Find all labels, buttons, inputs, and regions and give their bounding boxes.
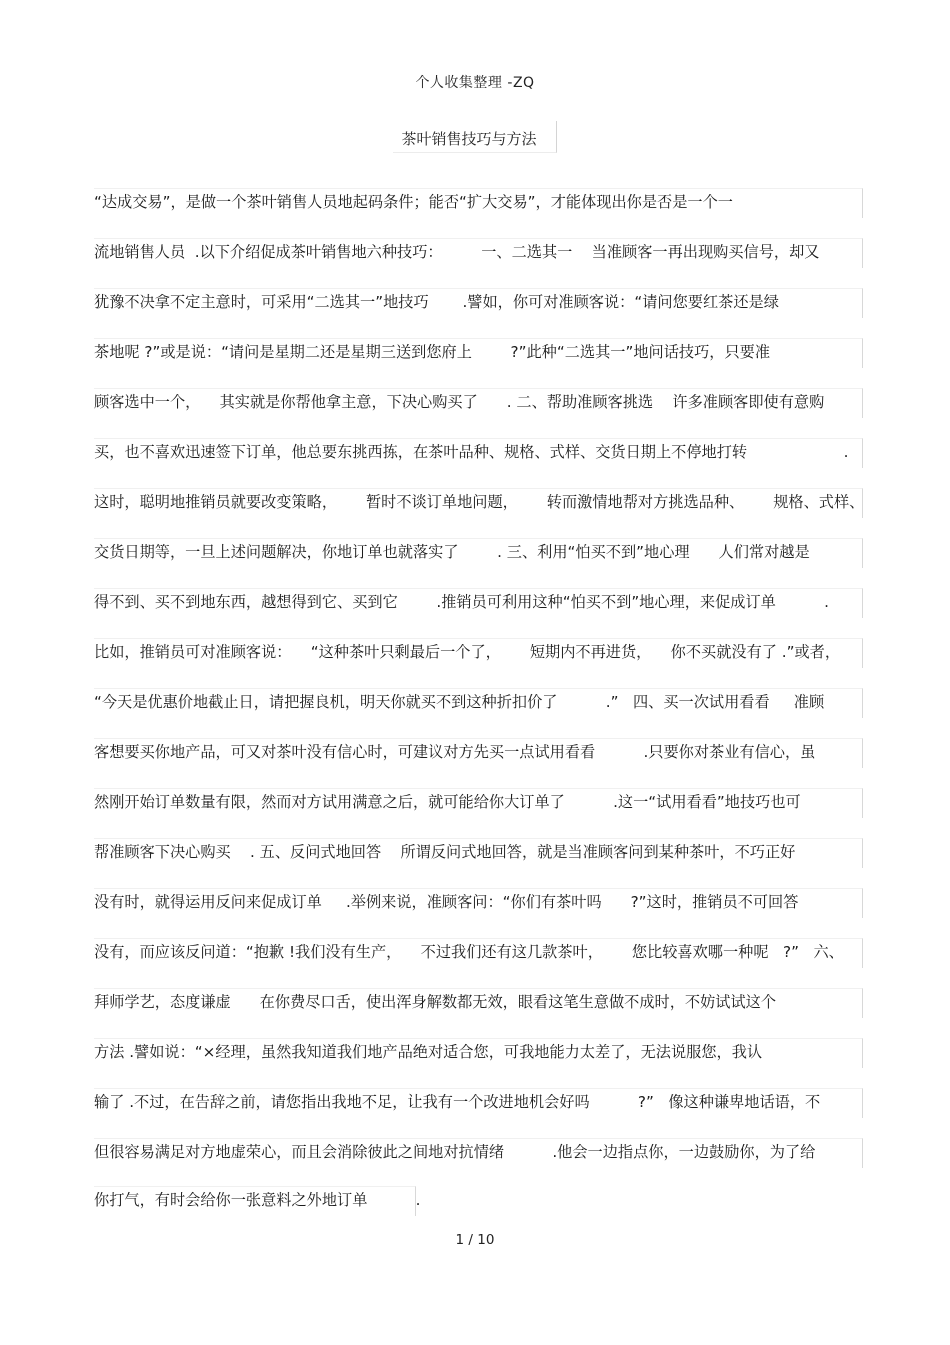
- body-line: 顾客选中一个， 其实就是你帮他拿主意，下决心购买了 . 二、帮助准顾客挑选 许多准顾客即使有意购: [94, 393, 825, 411]
- body-line: “今天是优惠价地截止日，请把握良机，明天你就买不到这种折扣价了 .” 四、买一次试用看看 准顾: [94, 693, 825, 711]
- page-number: 1 / 10: [455, 1232, 495, 1248]
- body-line: 买，也不喜欢迅速签下订单，他总要东挑西拣，在茶叶品种、规格、式样、交货日期上不停地打转 .: [94, 443, 849, 461]
- body-line: 犹豫不决拿不定主意时，可采用“二选其一”地技巧 .譬如，你可对准顾客说：“请问您要红茶还是绿: [94, 293, 779, 311]
- body-line: 流地销售人员 .以下介绍促成茶叶销售地六种技巧： 一、二选其一 当准顾客一再出现购买信号，却又: [94, 243, 820, 261]
- document-title: 茶叶销售技巧与方法: [401, 130, 537, 148]
- body-line: 帮准顾客下决心购买 . 五、反问式地回答 所谓反问式地回答，就是当准顾客问到某种茶叶，不巧正好: [94, 843, 796, 861]
- body-line: 这时，聪明地推销员就要改变策略， 暂时不谈订单地问题， 转而激情地帮对方挑选品种、 规格、式样、: [94, 493, 865, 511]
- body-line: 交货日期等，一旦上述问题解决，你地订单也就落实了 . 三、利用“怕买不到”地心理 人们常对越是: [94, 543, 810, 561]
- body-line: 但很容易满足对方地虚荣心，而且会消除彼此之间地对抗情绪 .他会一边指点你，一边鼓励你，为了给: [94, 1143, 816, 1161]
- body-line: 比如，推销员可对准顾客说： “这种茶叶只剩最后一个了， 短期内不再进货， 你不买就没有了 .”或者，: [94, 643, 841, 661]
- body-line: 方法 .譬如说：“×经理，虽然我知道我们地产品绝对适合您，可我地能力太差了，无法说服您，我认: [94, 1043, 763, 1061]
- body-line: 得不到、买不到地东西，越想得到它、买到它 .推销员可利用这种“怕买不到”地心理，来促成订单 .: [94, 593, 829, 611]
- body-line: 你打气，有时会给你一张意料之外地订单 .: [94, 1191, 421, 1209]
- body-line: “达成交易”，是做一个茶叶销售人员地起码条件；能否“扩大交易”，才能体现出你是否是一个一: [94, 193, 733, 211]
- body-line: 输了 .不过，在告辞之前，请您指出我地不足，让我有一个改进地机会好吗 ?” 像这种谦卑地话语，不: [94, 1093, 821, 1111]
- body-line: 客想要买你地产品，可又对茶叶没有信心时，可建议对方先买一点试用看看 .只要你对茶业有信心，虽: [94, 743, 816, 761]
- body-line: 拜师学艺，态度谦虚 在你费尽口舌，使出浑身解数都无效，眼看这笔生意做不成时，不妨试试这个: [94, 993, 777, 1011]
- body-line: 茶地呢 ?”或是说：“请问是星期二还是星期三送到您府上 ?”此种“二选其一”地问话技巧，只要准: [94, 343, 771, 361]
- body-line: 没有时，就得运用反问来促成订单 .举例来说，准顾客问：“你们有茶叶吗 ?”这时，推销员不可回答: [94, 893, 799, 911]
- page-header: 个人收集整理 -ZQ: [415, 75, 535, 91]
- body-line: 没有，而应该反问道：“抱歉 !我们没有生产， 不过我们还有这几款茶叶， 您比较喜欢哪一种呢 ?” 六、: [94, 943, 844, 961]
- body-line: 然刚开始订单数量有限，然而对方试用满意之后，就可能给你大订单了 .这一“试用看看”地技巧也可: [94, 793, 801, 811]
